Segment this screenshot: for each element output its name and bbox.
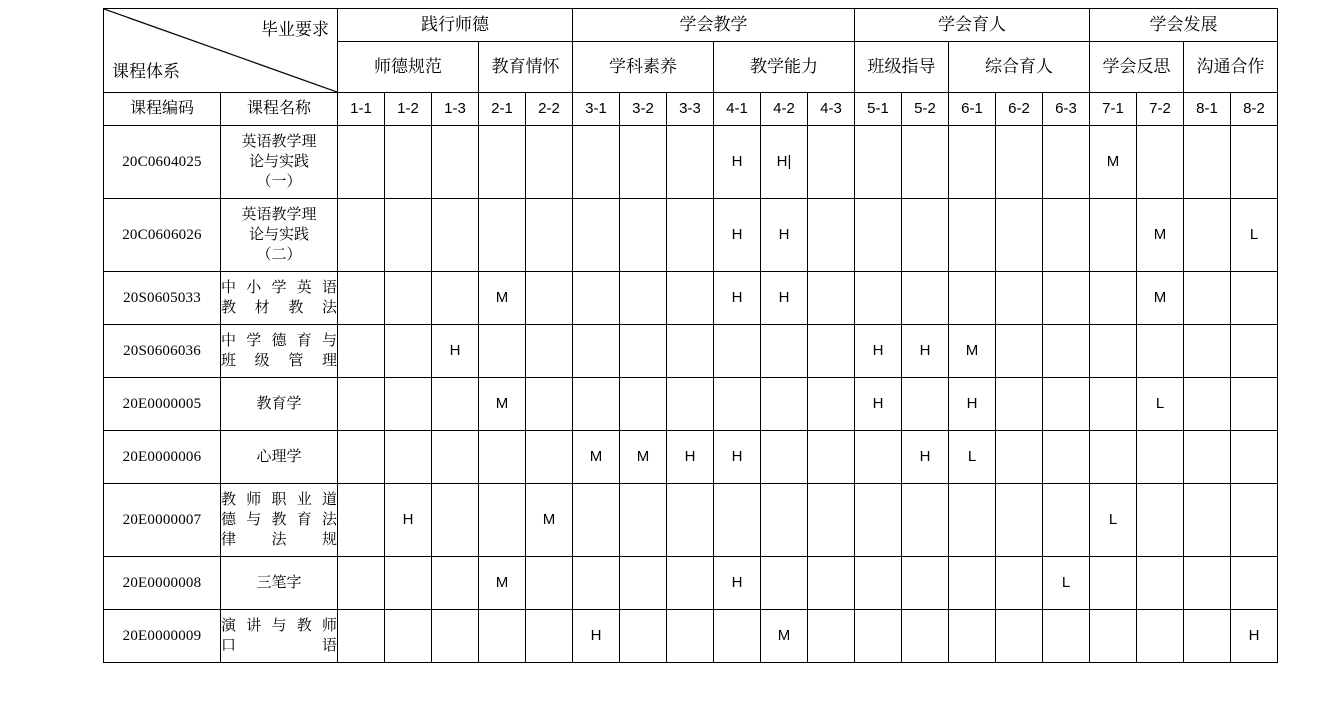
- level-cell-8-1: [1184, 325, 1231, 378]
- level-cell-6-3: [1043, 126, 1090, 199]
- course-code-cell: 20E0000006: [104, 431, 221, 484]
- matrix-header: [104, 9, 1278, 126]
- indicator-label: 3-3: [679, 99, 701, 117]
- level-cell-8-2: [1231, 272, 1278, 325]
- indicator-label: 2-2: [538, 99, 560, 117]
- indicator-header-4-2: [761, 93, 808, 126]
- level-cell-5-1: [855, 610, 902, 663]
- course-name-line: 论与实践: [248, 226, 309, 243]
- course-name-line: （二）: [256, 247, 302, 264]
- level-cell-3-1: H: [573, 610, 620, 663]
- indicator-label: 3-2: [632, 99, 654, 117]
- level-cell-2-1: [479, 126, 526, 199]
- level-cell-7-2: [1137, 610, 1184, 663]
- level-cell-4-2: H|: [761, 126, 808, 199]
- level-cell-6-1: [949, 126, 996, 199]
- level-cell-1-1: [338, 610, 385, 663]
- indicator-header-1-3: [432, 93, 479, 126]
- level-cell-3-2: [620, 325, 667, 378]
- indicator-label: 4-2: [773, 99, 795, 117]
- level-cell-2-1: M: [479, 272, 526, 325]
- level-cell-5-2: [902, 378, 949, 431]
- level-cell-1-3: [432, 126, 479, 199]
- course-name-line: （一）: [256, 174, 302, 191]
- indicator-header-2-1: [479, 93, 526, 126]
- level-cell-8-2: [1231, 126, 1278, 199]
- level-cell-6-2: [996, 557, 1043, 610]
- level-cell-7-2: [1137, 126, 1184, 199]
- course-name-cell: [221, 610, 338, 663]
- level-cell-1-3: [432, 431, 479, 484]
- level-cell-4-2: H: [761, 199, 808, 272]
- level-cell-4-1: H: [714, 431, 761, 484]
- indicator-label: 8-1: [1196, 99, 1218, 117]
- course-name-header: 课程名称: [221, 93, 338, 126]
- level-cell-6-2: [996, 431, 1043, 484]
- level-cell-4-1: H: [714, 272, 761, 325]
- level-cell-6-1: [949, 199, 996, 272]
- level-cell-4-2: [761, 431, 808, 484]
- level-cell-5-1: [855, 126, 902, 199]
- level-cell-4-3: [808, 325, 855, 378]
- level-cell-3-1: [573, 484, 620, 557]
- level-cell-1-2: [385, 272, 432, 325]
- level-cell-5-1: [855, 272, 902, 325]
- course-code-cell: 20E0000008: [104, 557, 221, 610]
- level-cell-2-2: [526, 126, 573, 199]
- level-cell-2-2: [526, 272, 573, 325]
- subgroup-header-2: 教育情怀: [479, 42, 573, 93]
- level-cell-2-2: M: [526, 484, 573, 557]
- level-cell-5-2: [902, 557, 949, 610]
- course-name-line: 中 小 学 英 语: [221, 279, 337, 296]
- indicator-header-1-2: [385, 93, 432, 126]
- course-system-label: 课程体系: [112, 62, 180, 82]
- indicator-label: 2-1: [491, 99, 513, 117]
- level-cell-6-2: [996, 610, 1043, 663]
- level-cell-1-1: [338, 557, 385, 610]
- level-cell-3-1: [573, 378, 620, 431]
- level-cell-4-2: [761, 325, 808, 378]
- level-cell-3-3: [667, 126, 714, 199]
- course-code-header: 课程编码: [104, 93, 221, 126]
- course-name-line: 三笔字: [256, 574, 302, 591]
- level-cell-5-1: [855, 484, 902, 557]
- level-cell-6-2: [996, 484, 1043, 557]
- level-cell-1-3: H: [432, 325, 479, 378]
- level-cell-7-2: [1137, 557, 1184, 610]
- level-cell-4-2: [761, 557, 808, 610]
- level-cell-7-1: M: [1090, 126, 1137, 199]
- indicator-label: 1-3: [444, 99, 466, 117]
- level-cell-1-2: [385, 325, 432, 378]
- course-name-line: 教材教法: [221, 300, 337, 316]
- indicator-header-3-2: [620, 93, 667, 126]
- level-cell-1-1: [338, 484, 385, 557]
- level-cell-6-1: [949, 484, 996, 557]
- level-cell-7-2: [1137, 431, 1184, 484]
- indicator-label: 5-2: [914, 99, 936, 117]
- level-cell-2-1: [479, 325, 526, 378]
- level-cell-4-3: [808, 431, 855, 484]
- level-cell-2-2: [526, 431, 573, 484]
- course-code-cell: 20E0000009: [104, 610, 221, 663]
- course-name-cell: [221, 557, 338, 610]
- level-cell-4-2: [761, 378, 808, 431]
- level-cell-8-2: [1231, 325, 1278, 378]
- indicator-header-7-1: [1090, 93, 1137, 126]
- level-cell-6-2: [996, 199, 1043, 272]
- table-row: [104, 484, 1278, 557]
- level-cell-5-1: [855, 199, 902, 272]
- level-cell-3-2: [620, 610, 667, 663]
- level-cell-4-3: [808, 557, 855, 610]
- course-code-cell: 20E0000007: [104, 484, 221, 557]
- indicator-header-7-2: [1137, 93, 1184, 126]
- level-cell-1-2: [385, 557, 432, 610]
- indicator-header-3-3: [667, 93, 714, 126]
- level-cell-2-1: [479, 484, 526, 557]
- indicator-label: 6-3: [1055, 99, 1077, 117]
- level-cell-2-1: M: [479, 378, 526, 431]
- indicator-label: 5-1: [867, 99, 889, 117]
- level-cell-3-1: [573, 557, 620, 610]
- level-cell-7-1: [1090, 610, 1137, 663]
- level-cell-8-2: [1231, 378, 1278, 431]
- level-cell-3-3: [667, 199, 714, 272]
- indicator-label: 8-2: [1243, 99, 1265, 117]
- level-cell-1-3: [432, 610, 479, 663]
- course-code-cell: 20C0606026: [104, 199, 221, 272]
- indicator-header-4-1: [714, 93, 761, 126]
- subgroup-header-3: 学科素养: [573, 42, 714, 93]
- level-cell-6-1: H: [949, 378, 996, 431]
- level-cell-1-2: [385, 431, 432, 484]
- level-cell-7-1: [1090, 557, 1137, 610]
- level-cell-2-1: [479, 199, 526, 272]
- table-row: [104, 126, 1278, 199]
- level-cell-8-1: [1184, 484, 1231, 557]
- level-cell-7-1: L: [1090, 484, 1137, 557]
- level-cell-1-2: H: [385, 484, 432, 557]
- level-cell-1-1: [338, 325, 385, 378]
- level-cell-3-1: [573, 199, 620, 272]
- level-cell-1-3: [432, 378, 479, 431]
- level-cell-8-1: [1184, 126, 1231, 199]
- level-cell-3-3: [667, 610, 714, 663]
- level-cell-4-1: [714, 325, 761, 378]
- level-cell-2-1: [479, 610, 526, 663]
- level-cell-2-1: M: [479, 557, 526, 610]
- level-cell-6-3: [1043, 272, 1090, 325]
- level-cell-8-1: [1184, 557, 1231, 610]
- level-cell-7-2: M: [1137, 272, 1184, 325]
- level-cell-1-1: [338, 378, 385, 431]
- course-name-line: 心理学: [256, 448, 302, 465]
- indicator-header-4-3: [808, 93, 855, 126]
- level-cell-5-2: H: [902, 325, 949, 378]
- level-cell-8-1: [1184, 431, 1231, 484]
- level-cell-5-1: [855, 431, 902, 484]
- subgroup-header-1: 师德规范: [338, 42, 479, 93]
- level-cell-3-2: [620, 199, 667, 272]
- level-cell-4-2: [761, 484, 808, 557]
- level-cell-7-1: [1090, 272, 1137, 325]
- level-cell-5-2: [902, 484, 949, 557]
- level-cell-7-2: L: [1137, 378, 1184, 431]
- subgroup-header-8: 沟通合作: [1184, 42, 1278, 93]
- course-name-cell: [221, 126, 338, 199]
- level-cell-1-2: [385, 126, 432, 199]
- course-code-cell: 20C0604025: [104, 126, 221, 199]
- course-name-line: 口语: [221, 638, 337, 654]
- group-header-2: 学会教学: [573, 9, 855, 42]
- level-cell-2-2: [526, 325, 573, 378]
- level-cell-6-1: [949, 610, 996, 663]
- level-cell-6-2: [996, 325, 1043, 378]
- course-name-cell: [221, 272, 338, 325]
- level-cell-1-2: [385, 610, 432, 663]
- level-cell-4-1: H: [714, 557, 761, 610]
- level-cell-6-3: [1043, 325, 1090, 378]
- course-name-cell: [221, 484, 338, 557]
- level-cell-5-2: [902, 199, 949, 272]
- indicator-label: 6-2: [1008, 99, 1030, 117]
- group-header-3: 学会育人: [855, 9, 1090, 42]
- level-cell-7-2: [1137, 325, 1184, 378]
- level-cell-4-1: [714, 378, 761, 431]
- course-name-line: 英语教学理: [241, 133, 317, 150]
- indicator-label: 4-3: [820, 99, 842, 117]
- level-cell-3-1: M: [573, 431, 620, 484]
- course-name-line: 律法规: [221, 532, 337, 549]
- indicator-label: 6-1: [961, 99, 983, 117]
- level-cell-6-3: L: [1043, 557, 1090, 610]
- level-cell-6-3: [1043, 431, 1090, 484]
- level-cell-6-2: [996, 126, 1043, 199]
- subgroup-header-5: 班级指导: [855, 42, 949, 93]
- level-cell-3-1: [573, 126, 620, 199]
- level-cell-1-1: [338, 272, 385, 325]
- level-cell-3-1: [573, 272, 620, 325]
- level-cell-6-3: [1043, 484, 1090, 557]
- level-cell-8-2: [1231, 431, 1278, 484]
- course-name-line: 演 讲 与 教 师: [221, 617, 337, 634]
- level-cell-5-1: H: [855, 325, 902, 378]
- level-cell-3-2: [620, 557, 667, 610]
- level-cell-4-1: [714, 610, 761, 663]
- level-cell-4-1: [714, 484, 761, 557]
- level-cell-1-3: [432, 557, 479, 610]
- level-cell-7-2: M: [1137, 199, 1184, 272]
- level-cell-3-2: M: [620, 431, 667, 484]
- table-row: [104, 378, 1278, 431]
- level-cell-7-1: [1090, 431, 1137, 484]
- subgroup-header-4: 教学能力: [714, 42, 855, 93]
- level-cell-8-2: [1231, 484, 1278, 557]
- level-cell-3-1: [573, 325, 620, 378]
- indicator-label: 7-1: [1102, 99, 1124, 117]
- level-cell-5-2: [902, 272, 949, 325]
- level-cell-3-2: [620, 378, 667, 431]
- level-cell-3-3: [667, 557, 714, 610]
- level-cell-8-1: [1184, 378, 1231, 431]
- level-cell-6-1: M: [949, 325, 996, 378]
- indicator-label: 7-2: [1149, 99, 1171, 117]
- level-cell-6-1: [949, 272, 996, 325]
- course-code-cell: 20E0000005: [104, 378, 221, 431]
- table-row: [104, 199, 1278, 272]
- level-cell-4-3: [808, 272, 855, 325]
- level-cell-8-2: L: [1231, 199, 1278, 272]
- level-cell-4-1: H: [714, 126, 761, 199]
- level-cell-1-3: [432, 272, 479, 325]
- level-cell-1-1: [338, 126, 385, 199]
- level-cell-2-2: [526, 378, 573, 431]
- level-cell-3-3: [667, 484, 714, 557]
- indicator-header-8-1: [1184, 93, 1231, 126]
- table-row: [104, 325, 1278, 378]
- indicator-header-6-2: [996, 93, 1043, 126]
- level-cell-4-3: [808, 199, 855, 272]
- level-cell-1-3: [432, 199, 479, 272]
- level-cell-4-1: H: [714, 199, 761, 272]
- subgroup-header-7: 学会反思: [1090, 42, 1184, 93]
- level-cell-6-3: [1043, 199, 1090, 272]
- indicator-header-1-1: [338, 93, 385, 126]
- level-cell-3-2: [620, 484, 667, 557]
- indicator-header-6-3: [1043, 93, 1090, 126]
- curriculum-requirement-matrix: [103, 8, 1278, 663]
- course-name-cell: [221, 431, 338, 484]
- level-cell-2-2: [526, 199, 573, 272]
- course-code-cell: 20S0606036: [104, 325, 221, 378]
- indicator-label: 4-1: [726, 99, 748, 117]
- level-cell-4-3: [808, 126, 855, 199]
- group-header-1: 践行师德: [338, 9, 573, 42]
- level-cell-5-2: [902, 610, 949, 663]
- level-cell-3-3: [667, 325, 714, 378]
- level-cell-4-2: H: [761, 272, 808, 325]
- level-cell-6-3: [1043, 378, 1090, 431]
- level-cell-6-1: [949, 557, 996, 610]
- indicator-label: 1-2: [397, 99, 419, 117]
- course-name-line: 班级管理: [221, 353, 337, 369]
- level-cell-1-3: [432, 484, 479, 557]
- indicator-header-8-2: [1231, 93, 1278, 126]
- level-cell-4-3: [808, 610, 855, 663]
- subgroup-header-6: 综合育人: [949, 42, 1090, 93]
- course-name-line: 教 师 职 业 道: [221, 491, 337, 508]
- course-name-cell: [221, 325, 338, 378]
- course-code-cell: 20S0605033: [104, 272, 221, 325]
- course-name-line: 论与实践: [248, 153, 309, 170]
- matrix-body: [104, 126, 1278, 663]
- level-cell-6-3: [1043, 610, 1090, 663]
- level-cell-7-1: [1090, 325, 1137, 378]
- level-cell-1-2: [385, 378, 432, 431]
- level-cell-1-1: [338, 199, 385, 272]
- course-name-line: 教育学: [256, 395, 302, 412]
- indicator-header-3-1: [573, 93, 620, 126]
- course-name-line: 中 学 德 育 与: [221, 332, 337, 349]
- level-cell-5-1: [855, 557, 902, 610]
- level-cell-7-1: [1090, 199, 1137, 272]
- indicator-header-6-1: [949, 93, 996, 126]
- course-name-cell: [221, 378, 338, 431]
- indicator-label: 1-1: [350, 99, 372, 117]
- level-cell-8-1: [1184, 199, 1231, 272]
- level-cell-3-3: [667, 272, 714, 325]
- level-cell-8-1: [1184, 610, 1231, 663]
- level-cell-3-2: [620, 126, 667, 199]
- level-cell-3-3: H: [667, 431, 714, 484]
- level-cell-2-1: [479, 431, 526, 484]
- indicator-header-5-2: [902, 93, 949, 126]
- indicator-label: 3-1: [585, 99, 607, 117]
- level-cell-7-1: [1090, 378, 1137, 431]
- course-name-line: 德 与 教 育 法: [221, 511, 337, 528]
- table-row: [104, 272, 1278, 325]
- level-cell-2-2: [526, 610, 573, 663]
- level-cell-5-2: H: [902, 431, 949, 484]
- indicator-header-2-2: [526, 93, 573, 126]
- table-row: [104, 610, 1278, 663]
- level-cell-3-3: [667, 378, 714, 431]
- level-cell-2-2: [526, 557, 573, 610]
- course-name-cell: [221, 199, 338, 272]
- level-cell-7-2: [1137, 484, 1184, 557]
- table-row: [104, 557, 1278, 610]
- level-cell-3-2: [620, 272, 667, 325]
- level-cell-5-2: [902, 126, 949, 199]
- graduation-requirement-label: 毕业要求: [261, 20, 329, 39]
- level-cell-8-1: [1184, 272, 1231, 325]
- level-cell-4-3: [808, 484, 855, 557]
- indicator-header-row: [104, 93, 1278, 126]
- group-header-4: 学会发展: [1090, 9, 1278, 42]
- level-cell-1-2: [385, 199, 432, 272]
- level-cell-4-2: M: [761, 610, 808, 663]
- level-cell-6-2: [996, 272, 1043, 325]
- corner-header-cell: [104, 9, 338, 93]
- indicator-header-5-1: [855, 93, 902, 126]
- level-cell-5-1: H: [855, 378, 902, 431]
- level-cell-8-2: H: [1231, 610, 1278, 663]
- level-cell-6-1: L: [949, 431, 996, 484]
- level-cell-8-2: [1231, 557, 1278, 610]
- level-cell-4-3: [808, 378, 855, 431]
- course-name-line: 英语教学理: [241, 206, 317, 223]
- level-cell-6-2: [996, 378, 1043, 431]
- level-cell-1-1: [338, 431, 385, 484]
- table-row: [104, 431, 1278, 484]
